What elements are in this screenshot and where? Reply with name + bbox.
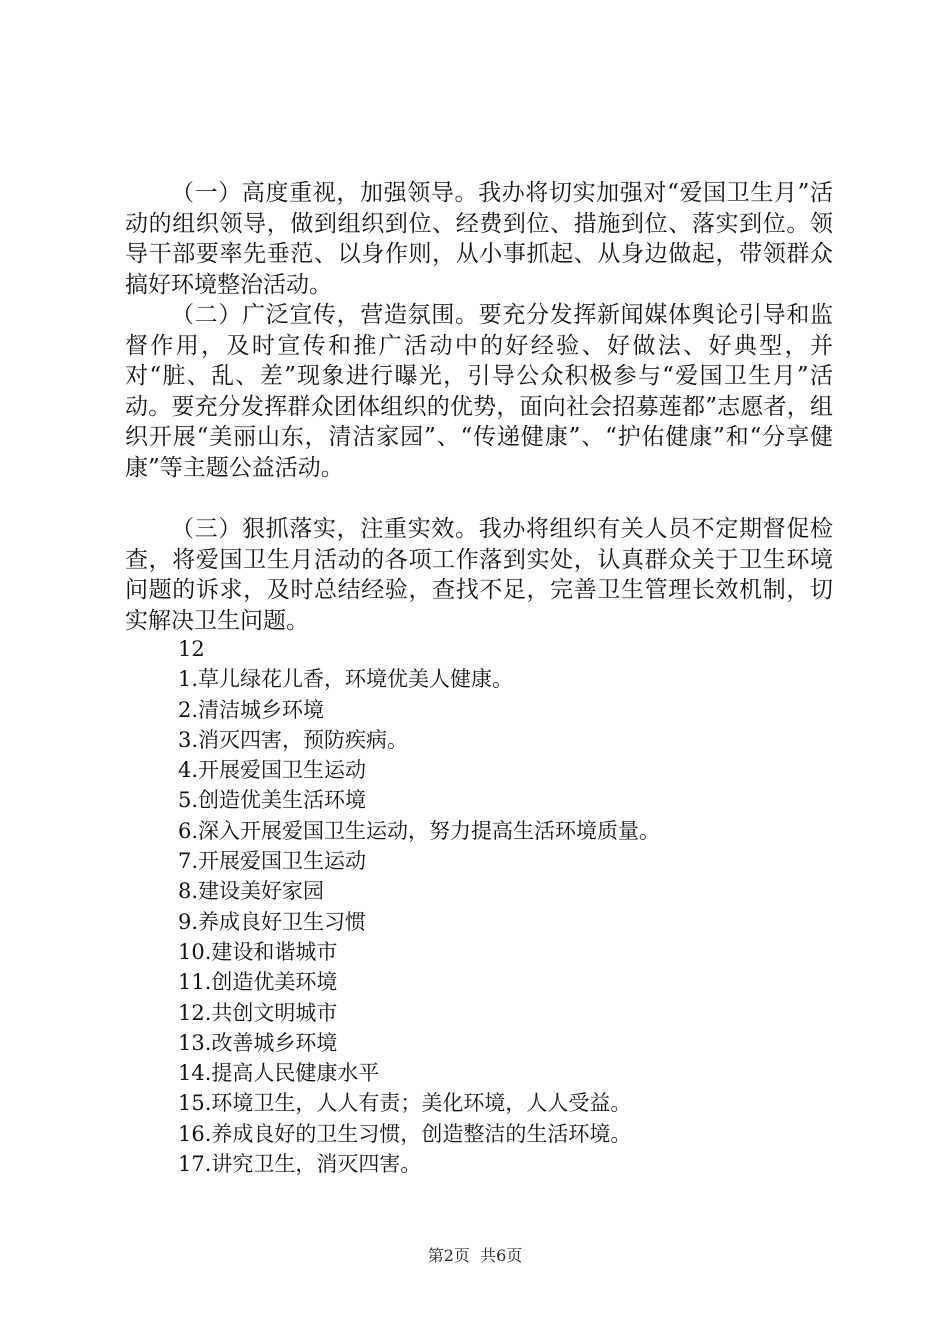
list-item: 13.改善城乡环境: [178, 1030, 338, 1055]
slogan-list: [178, 634, 660, 1179]
page-number: 第2页 共6页: [427, 1246, 523, 1265]
paragraph-implementation: （三）狠抓落实，注重实效。我办将组织有关人员不定期督促检查，将爱国卫生月活动的各项工作落到实处，认真群众关于卫生环境问题的诉求，及时总结经验，查找不足，完善卫生管理长效机制，切实解决卫生问题。: [125, 516, 833, 634]
list-item: 1.草儿绿花儿香，环境优美人健康。: [178, 667, 514, 692]
list-item: 15.环境卫生，人人有责；美化环境，人人受益。: [178, 1091, 632, 1116]
list-item: 6.深入开展爱国卫生运动，努力提高生活环境质量。: [178, 818, 661, 843]
list-item: 5.创造优美生活环境: [178, 788, 367, 813]
list-item: 11.创造优美环境: [178, 970, 338, 995]
list-item: 14.提高人民健康水平: [178, 1061, 380, 1086]
paragraph-leadership: （一）高度重视，加强领导。我办将切实加强对“爱国卫生月”活动的组织领导，做到组织到位、经费到位、措施到位、落实到位。领导干部要率先垂范、以身作则，从小事抓起、从身边做起，带领群众搞好环境整治活动。: [125, 180, 833, 298]
list-item: 8.建设美好家园: [178, 879, 325, 904]
list-item: 2.清洁城乡环境: [178, 697, 325, 722]
page-footer: [0, 1243, 950, 1266]
list-heading: 12: [178, 637, 205, 661]
list-item: 9.养成良好卫生习惯: [178, 909, 367, 934]
list-item: 12.共创文明城市: [178, 1000, 338, 1025]
paragraph-publicity: （二）广泛宣传，营造氛围。要充分发挥新闻媒体舆论引导和监督作用，及时宣传和推广活动中的好经验、好做法、好典型，并对“脏、乱、差”现象进行曝光，引导公众积极参与“爱国卫生月”活动。要充分发挥群众团体组织的优势，面向社会招募莲都”志愿者，组织开展“美丽山东，清洁家园”、“传递健康”、“护佑健康”和“分享健康”等主题公益活动。: [125, 302, 833, 481]
list-item: 3.消灭四害，预防疾病。: [178, 727, 409, 752]
list-item: 4.开展爱国卫生运动: [178, 758, 367, 783]
list-item: 10.建设和谐城市: [178, 939, 338, 964]
list-item: 7.开展爱国卫生运动: [178, 849, 367, 874]
list-item: 17.讲究卫生，消灭四害。: [178, 1152, 422, 1177]
list-item: 16.养成良好的卫生习惯，创造整洁的生活环境。: [178, 1121, 632, 1146]
